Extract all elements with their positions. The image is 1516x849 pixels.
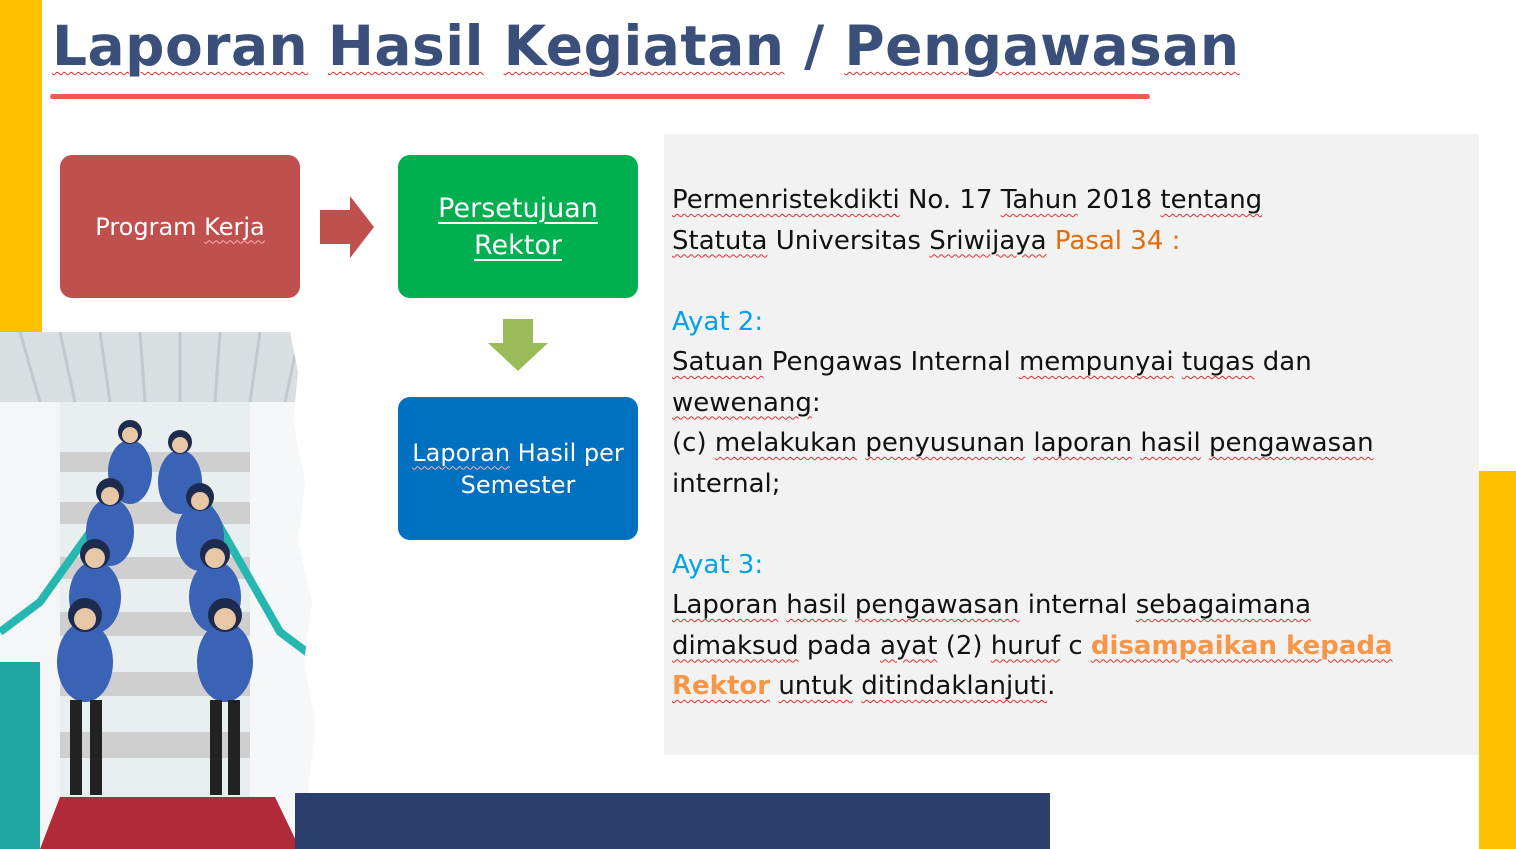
ayat-2-heading: Ayat 2: xyxy=(672,306,764,337)
flow-box-program-kerja xyxy=(60,155,300,298)
highlight-rektor: Rektor xyxy=(672,671,771,701)
highlight-disampaikan: disampaikan kepada xyxy=(1090,630,1393,661)
pasal-reference: Pasal 34 : xyxy=(1054,225,1181,256)
group-photo xyxy=(0,332,320,849)
arrow-down-icon xyxy=(488,319,548,371)
laporan-hasil-label: Laporan Hasil per Semester xyxy=(412,438,624,499)
regulation-text xyxy=(672,180,1472,707)
program-kerja-label: Program Kerja xyxy=(95,212,265,241)
ayat-2-section: Ayat 2: Satuan Pengawas Internal mempunyai tugas dan wewenang: (c) melakukan penyusunan laporan hasil pengawasan internal; xyxy=(672,302,1472,505)
ayat-3-heading: Ayat 3: xyxy=(672,549,764,580)
ayat-3-section: Ayat 3: Laporan hasil pengawasan internal sebagaimana dimaksud pada ayat (2) huruf c disampaikan kepada Rektor untuk ditindaklanjuti. xyxy=(672,545,1472,707)
flow-box-laporan-hasil xyxy=(398,397,638,540)
accent-bar-right xyxy=(1479,471,1516,849)
slide-title: Laporan Hasil Kegiatan / Pengawasan xyxy=(52,14,1240,78)
persetujuan-rektor-label: Persetujuan Rektor xyxy=(438,192,598,261)
footer-navy-bar xyxy=(295,793,1050,849)
accent-bar-left xyxy=(0,0,42,332)
regulation-intro: Permenristekdikti No. 17 Tahun 2018 tentang Statuta Universitas Sriwijaya Pasal 34 : xyxy=(672,185,1263,256)
title-underline-rule xyxy=(50,94,1150,99)
flow-box-persetujuan-rektor xyxy=(398,155,638,298)
arrow-right-icon xyxy=(320,196,374,258)
